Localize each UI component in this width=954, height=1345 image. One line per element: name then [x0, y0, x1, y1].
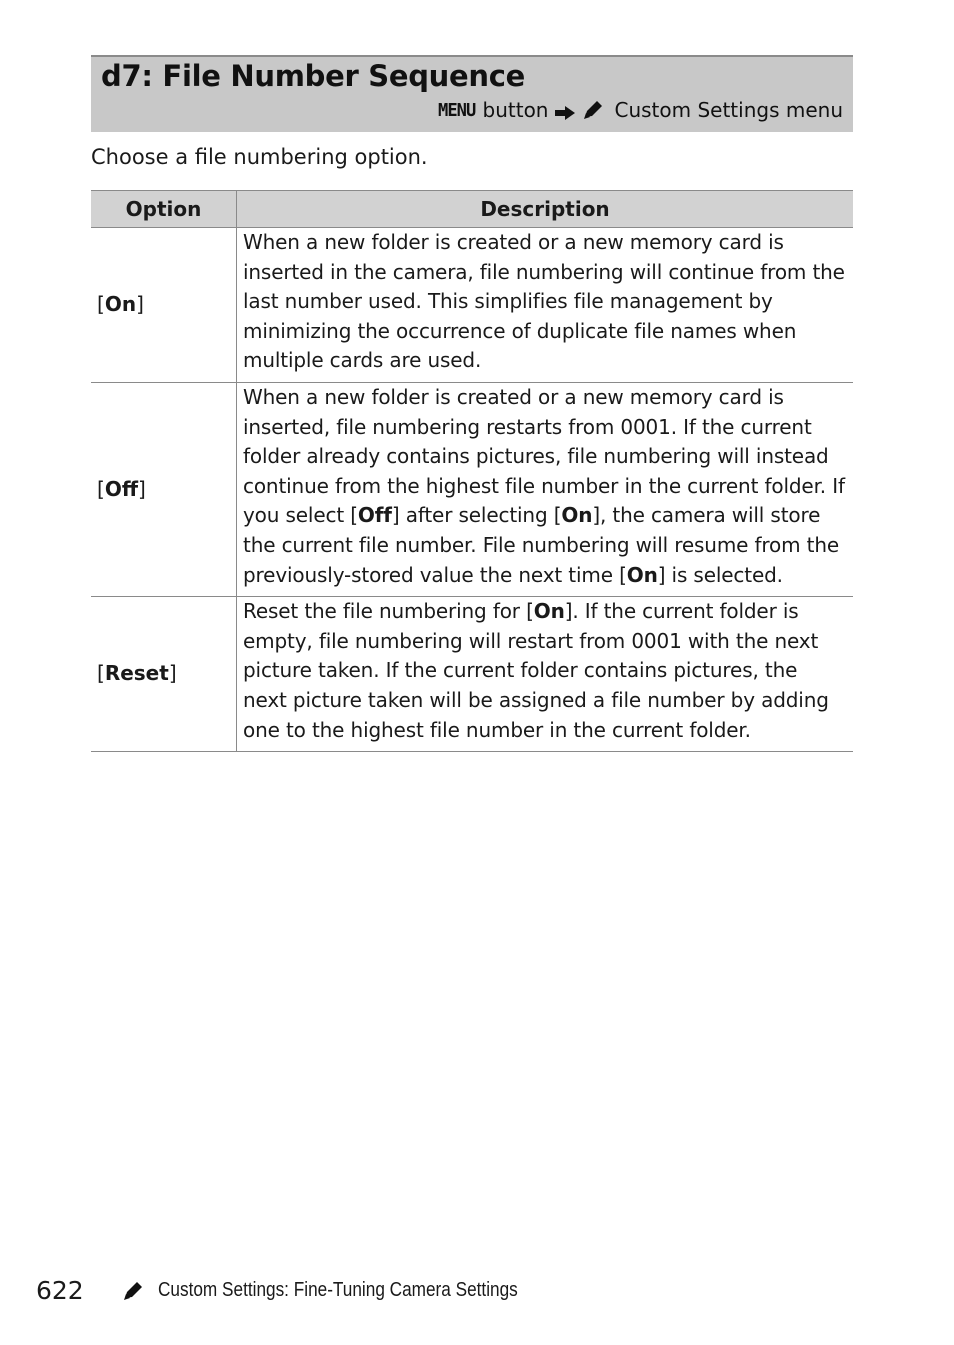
table-row: [91, 597, 853, 752]
option-cell: [On]: [91, 228, 237, 383]
table-body: [91, 228, 853, 752]
table-header-row: [91, 191, 853, 228]
description-cell: [237, 228, 854, 383]
option-name: Reset: [104, 661, 169, 686]
description-text: ] after selecting [: [391, 503, 562, 528]
description-bold-text: On: [626, 562, 658, 587]
breadcrumb: [437, 98, 843, 122]
right-arrow-icon: [554, 102, 576, 118]
description-text: ]. If the current folder is empty, file numbering will restart from 0001 with the next picture taken. If the current folder contains pictures, the next picture taken will be assigned a file number by adding one to the highest file number in the current folder.: [243, 599, 829, 742]
description-bold-text: Off: [357, 503, 392, 528]
intro-text: Choose a file numbering option.: [91, 145, 428, 169]
option-cell: [Reset]: [91, 597, 237, 752]
page-number: 622: [36, 1276, 84, 1305]
page-title: d7: File Number Sequence: [101, 59, 525, 93]
footer-section-title: Custom Settings: Fine-Tuning Camera Settings: [157, 1279, 518, 1301]
description-cell: [237, 597, 854, 752]
breadcrumb-menu-name: Custom Settings menu: [614, 98, 843, 122]
option-name: Off: [104, 476, 139, 501]
option-cell: [Off]: [91, 382, 237, 596]
description-text: When a new folder is created or a new memory card is inserted, file numbering restarts from 0001. If the current folder already contains pictures, file numbering will instead continue from the highest file number in the current folder. If you select [: [243, 384, 845, 528]
pencil-icon: [122, 1281, 144, 1301]
description-text: Reset the file numbering for [: [243, 599, 534, 624]
description-bold-text: On: [533, 599, 565, 624]
options-table: [91, 190, 853, 752]
table-row: [91, 382, 853, 596]
pencil-icon: [582, 100, 604, 120]
breadcrumb-button-label: button: [482, 98, 549, 122]
section-header: [91, 55, 853, 132]
description-text: When a new folder is created or a new memory card is inserted in the camera, file numbering will continue from the last number used. This simplifies file management by minimizing the occurrence of duplicate file names when multiple cards are used.: [243, 230, 845, 373]
description-cell: [237, 382, 854, 596]
table-row: [91, 228, 853, 383]
description-text: ] is selected.: [657, 562, 783, 587]
description-text: ], the camera will store the current file number. File numbering will resume from the previously-stored value the next time [: [243, 503, 840, 587]
option-name: On: [104, 292, 137, 317]
menu-button-glyph: MENU: [438, 99, 476, 121]
page-footer: [36, 1276, 576, 1305]
column-header-option: Option: [91, 191, 237, 228]
column-header-description: Description: [237, 191, 854, 228]
description-bold-text: On: [561, 503, 593, 528]
